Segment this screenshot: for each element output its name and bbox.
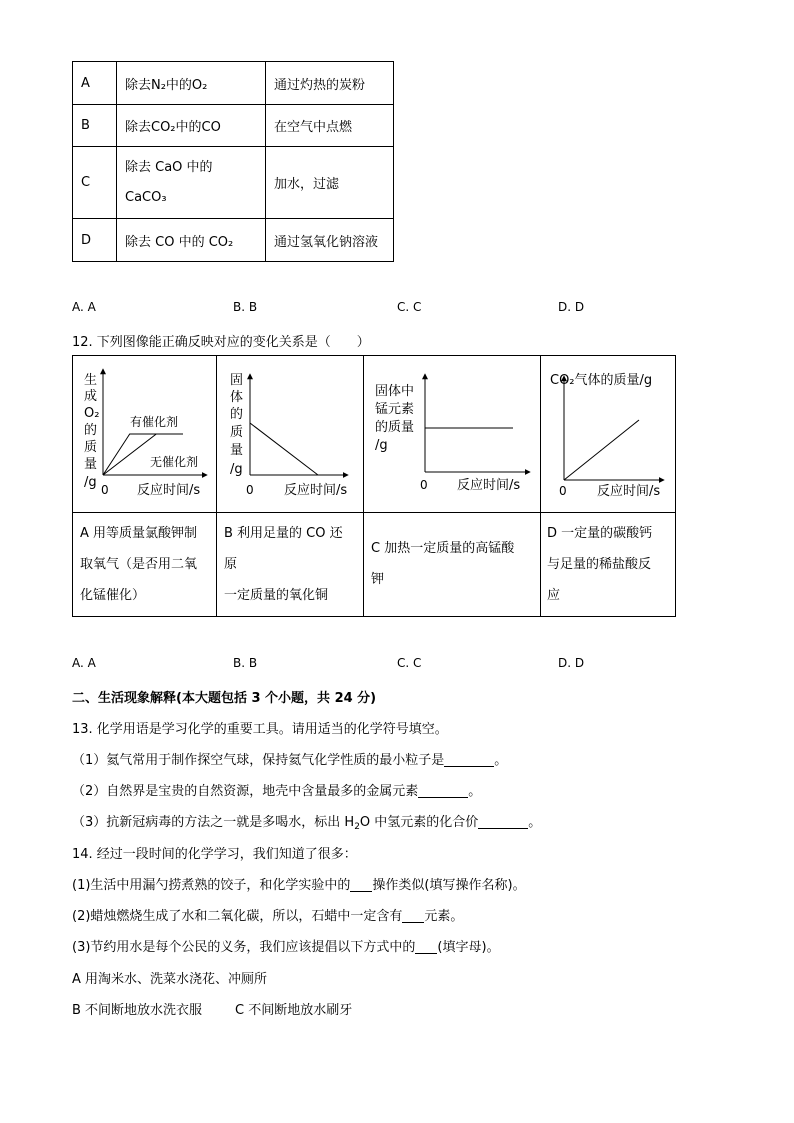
q13-item-3 [72,811,541,832]
q12-caption-a [80,518,214,611]
q14-stem: 14. 经过一段时间的化学学习，我们知道了很多： [72,847,357,862]
item-text: （3）抗新冠病毒的方法之一就是多喝水，标出 H [72,815,355,830]
chart-b-ylabel-char: /g [230,462,243,477]
chart-b-ylabel-char: 体 [230,390,244,405]
chart-a-ylabel-char: 的 [84,423,98,438]
chart-b-ylabel-char: 固 [230,373,244,388]
chart-d [550,372,664,499]
q11-option-b[interactable]: B. B [233,300,258,314]
chart-b-xlabel: 反应时间/s [284,483,348,498]
chart-c-ylabel-line: /g [375,438,388,453]
caption-line: B 利用足量的 CO 还 [224,526,343,541]
caption-line: A 用等质量氯酸钾制 [80,526,198,541]
chart-a-ylabel-char: 成 [84,389,98,404]
q12-option-d[interactable]: D. D [558,656,585,670]
q12-caption-c [371,533,539,595]
row-letter: B [73,105,117,147]
item-end: 。 [494,753,508,768]
row-goal: 除去 CO 中的 CO₂ [117,219,266,262]
q14-item-2 [72,905,463,924]
chart-c-ylabel-line: 的质量 [375,420,415,435]
answer-blank[interactable] [478,814,528,829]
caption-line: 应 [547,588,561,603]
chart-d-ylabel: CO₂气体的质量/g [550,373,653,388]
chart-c-origin: 0 [420,478,428,492]
chart-b-ylabel-char: 的 [230,407,244,422]
caption-line: 原 [224,557,238,572]
answer-blank[interactable] [444,752,494,767]
chart-a-ylabel-char: O₂ [84,406,100,421]
item-end: 。 [468,784,482,799]
item-end: 。 [528,815,542,830]
item-text: 操作类似(填写操作名称)。 [372,878,526,893]
q13-stem: 13. 化学用语是学习化学的重要工具。请用适当的化学符号填空。 [72,722,448,737]
chart-a-xlabel: 反应时间/s [137,483,201,498]
q11-option-c[interactable]: C. C [397,300,422,314]
chart-a-ylabel-char: 量 [84,457,98,472]
row-goal-line2: CaCO₃ [125,189,167,205]
q14-choice-a[interactable]: A 用淘米水、洗菜水浇花、冲厕所 [72,972,268,987]
caption-line: C 加热一定质量的高锰酸 [371,541,515,556]
chart-b-origin: 0 [246,483,254,497]
chart-b-series-line [250,423,318,475]
q11-option-a[interactable]: A. A [72,300,96,314]
chart-a-series-label: 有催化剂 [130,415,179,429]
item-text: （2）自然界是宝贵的自然资源，地壳中含量最多的金属元素 [72,784,419,799]
item-text: （1）氦气常用于制作探空气球，保持氦气化学性质的最小粒子是 [72,753,445,768]
caption-line: 钾 [371,572,385,587]
item-text: (3)节约用水是每个公民的义务，我们应该提倡以下方式中的 [72,940,416,955]
q12-caption-b [224,518,362,611]
chart-c-ylabel-line: 锰元素 [375,402,415,417]
row-method: 在空气中点燃 [266,105,394,147]
subscript: 2 [354,822,360,832]
caption-line: 化锰催化） [80,588,146,603]
row-method: 加水，过滤 [266,147,394,219]
q14-item-1 [72,874,526,893]
answer-blank[interactable] [402,908,424,923]
chart-a-series-label: 无催化剂 [150,455,199,469]
chart-d-series-line [564,420,639,480]
q12-option-c[interactable]: C. C [397,656,422,670]
caption-line: 与足量的稀盐酸反 [547,557,652,572]
q11-option-d[interactable]: D. D [558,300,585,314]
caption-line: 一定质量的氧化铜 [224,588,329,603]
caption-line: D 一定量的碳酸钙 [547,526,653,541]
chart-a [84,369,207,498]
item-text: (填字母)。 [437,940,500,955]
item-text: (2)蜡烛燃烧生成了水和二氧化碳，所以，石蜡中一定含有 [72,909,403,924]
chart-b [230,373,348,498]
chart-a-origin: 0 [101,483,109,497]
q12-option-b[interactable]: B. B [233,656,258,670]
chart-c-ylabel-line: 固体中 [375,384,415,399]
answer-blank[interactable] [350,877,372,892]
chart-d-origin: 0 [559,484,567,498]
row-method: 通过氢氧化钠溶液 [266,219,394,262]
item-text: 元素。 [424,909,464,924]
q14-choice-c[interactable]: C 不间断地放水刷牙 [235,1003,353,1018]
caption-line: 取氧气（是否用二氧 [80,557,198,572]
item-text: O 中氢元素的化合价 [359,815,479,830]
row-goal: 除去CO₂中的CO [117,105,266,147]
row-goal: 除去N₂中的O₂ [117,62,266,105]
row-letter: C [73,147,117,219]
row-letter: D [73,219,117,262]
chart-b-ylabel-char: 量 [230,443,244,458]
row-goal-line1: 除去 CaO 中的 [125,159,213,175]
q12-option-a[interactable]: A. A [72,656,96,670]
q13-item-2 [72,780,481,799]
chart-a-ylabel-char: 生 [84,373,98,388]
q12-stem: 12. 下列图像能正确反映对应的变化关系是（ ） [72,335,370,350]
chart-c-xlabel: 反应时间/s [457,478,521,493]
section-heading: 二、生活现象解释(本大题包括 3 个小题，共 24 分) [72,691,377,706]
row-letter: A [73,62,117,105]
q12-caption-d [547,518,675,611]
q14-item-3 [72,936,500,955]
answer-blank[interactable] [415,939,437,954]
row-method: 通过灼热的炭粉 [266,62,394,105]
chart-b-ylabel-char: 质 [230,425,244,440]
chart-d-xlabel: 反应时间/s [597,484,661,499]
q14-choice-b[interactable]: B 不间断地放水洗衣服 [72,1003,203,1018]
q13-item-1 [72,749,507,768]
chart-c [375,374,530,493]
answer-blank[interactable] [418,783,468,798]
item-text: (1)生活中用漏勺捞煮熟的饺子，和化学实验中的 [72,878,351,893]
chart-a-ylabel-char: 质 [84,440,98,455]
chart-a-ylabel-char: /g [84,475,97,490]
